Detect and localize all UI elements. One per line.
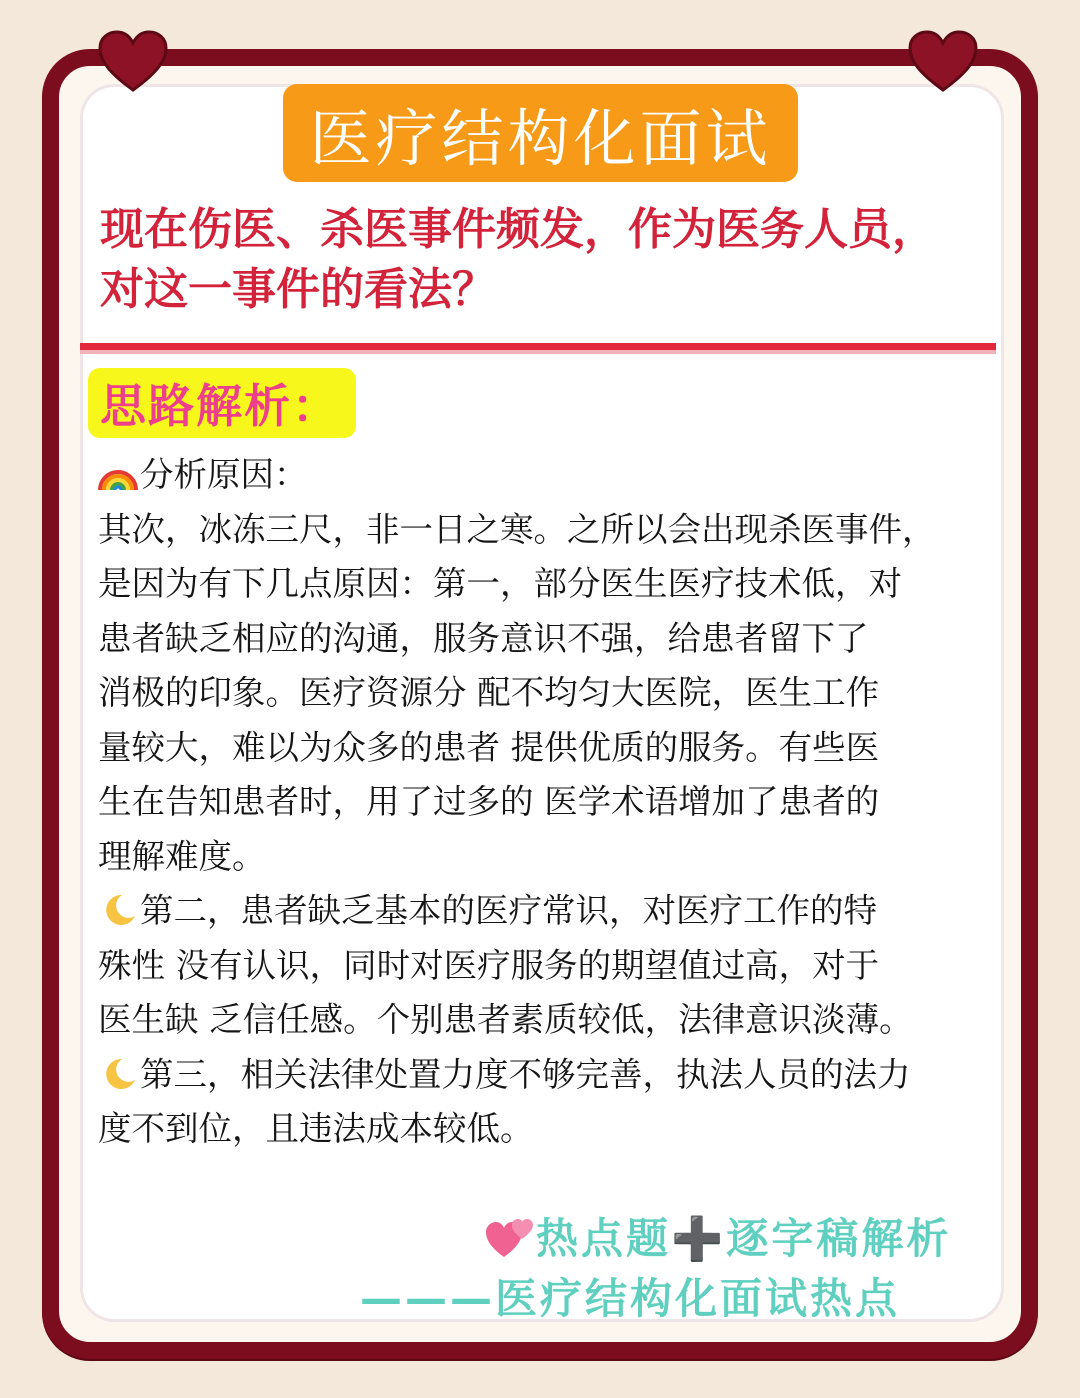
question-line: 现在伤医、杀医事件频发，作为医务人员， <box>100 204 936 255</box>
analysis-line: 消极的印象。医疗资源分 配不均匀大医院，医生工作 <box>98 673 880 712</box>
point3-line: 度不到位，且违法成本较低。 <box>98 1109 534 1148</box>
plus-icon: ➕ <box>671 1214 727 1263</box>
point2-line <box>98 884 1013 939</box>
analysis-line: 量较大，难以为众多的患者 提供优质的服务。有些医 <box>98 727 880 767</box>
crescent-moon-icon <box>98 1056 138 1092</box>
analysis-heading <box>98 448 1013 503</box>
point2-text: 第二，患者缺乏基本的医疗常识，对医疗工作的特 <box>140 891 877 930</box>
point3-line <box>98 1048 1013 1103</box>
section-label-text: 思路解析： <box>100 379 340 433</box>
analysis-line: 理解难度。 <box>98 836 266 876</box>
divider <box>80 343 996 350</box>
heart-icon <box>908 30 978 92</box>
analysis-line: 生在告知患者时，用了过多的 医学术语增加了患者的 <box>98 782 880 821</box>
section-label <box>88 368 356 438</box>
analysis-body <box>98 448 1013 1157</box>
footer-subtitle: ———医疗结构化面试热点 <box>360 1274 901 1323</box>
analysis-line: 其次，冰冻三尺，非一日之寒。之所以会出现杀医事件， <box>98 509 936 549</box>
heart-icon <box>98 30 168 92</box>
two-hearts-icon <box>486 1217 534 1259</box>
analysis-heading-text: 分析原因： <box>140 455 308 494</box>
point2-line: 医生缺 乏信任感。个别患者素质较低，法律意识淡薄。 <box>98 1000 913 1039</box>
crescent-moon-icon <box>98 892 138 928</box>
footer-tagline <box>486 1206 1006 1266</box>
question-line: 对这一事件的看法？ <box>100 264 496 315</box>
point3-text: 第三，相关法律处置力度不够完善，执法人员的法力 <box>140 1054 911 1094</box>
page-title: 医疗结构化面试 <box>309 101 772 175</box>
footer-part1: 热点题 <box>536 1214 672 1263</box>
rainbow-icon <box>98 456 138 492</box>
analysis-line: 患者缺乏相应的沟通，服务意识不强，给患者留下了 <box>98 618 869 658</box>
title-banner <box>283 84 798 182</box>
point2-line: 殊性 没有认识，同时对医疗服务的期望值过高，对于 <box>98 945 880 985</box>
question-text <box>100 200 1000 320</box>
footer-part2: 逐字稿解析 <box>726 1214 952 1263</box>
analysis-line: 是因为有下几点原因：第一，部分医生医疗技术低，对 <box>98 564 902 603</box>
